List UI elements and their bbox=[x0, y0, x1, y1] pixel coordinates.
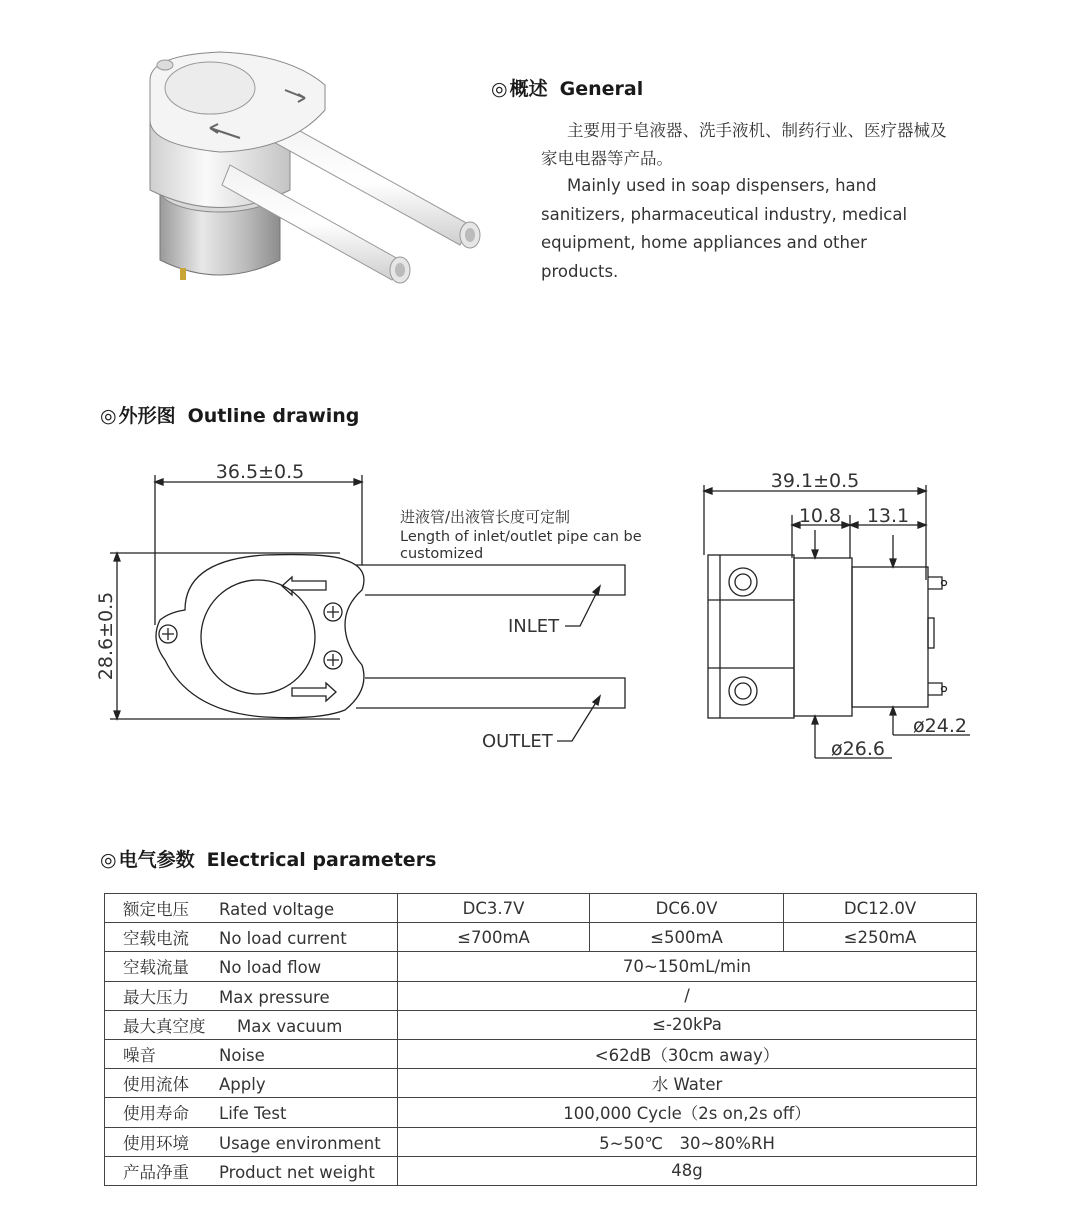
param-value: ≤250mA bbox=[784, 923, 977, 952]
param-label-zh: 最大压力 bbox=[123, 987, 189, 1007]
param-label-en: Life Test bbox=[219, 1104, 287, 1124]
param-label-zh: 最大真空度 bbox=[123, 1016, 206, 1036]
table-row bbox=[105, 1098, 977, 1127]
dim-total-label: 39.1±0.5 bbox=[770, 470, 860, 492]
table-row bbox=[105, 894, 977, 923]
param-label-en: Usage environment bbox=[219, 1133, 381, 1153]
param-label-zh: 空载电流 bbox=[123, 929, 189, 949]
note-en-line2: customized bbox=[400, 546, 484, 562]
param-value: DC3.7V bbox=[398, 894, 590, 923]
outline-drawing bbox=[0, 440, 1080, 780]
general-text-zh: 主要用于皂液器、洗手液机、制药行业、医疗器械及家电电器等产品。 bbox=[541, 121, 947, 168]
dim-b-label: 13.1 bbox=[866, 505, 910, 527]
param-label-zh: 空载流量 bbox=[123, 958, 189, 978]
dim-a-label: 10.8 bbox=[798, 505, 842, 527]
dia-large-label: ø26.6 bbox=[831, 738, 885, 760]
param-value: / bbox=[398, 981, 977, 1010]
param-label-en: Apply bbox=[219, 1075, 266, 1095]
param-label-en: Rated voltage bbox=[219, 900, 335, 920]
table-row bbox=[105, 1127, 977, 1156]
outline-title-en: Outline drawing bbox=[187, 405, 360, 427]
param-value: 48g bbox=[398, 1156, 977, 1185]
param-label-en: No load current bbox=[219, 929, 347, 949]
param-label-en: Max pressure bbox=[219, 987, 330, 1007]
dim-height-label: 28.6±0.5 bbox=[95, 591, 117, 681]
pump-product-image bbox=[130, 40, 510, 300]
param-label-zh: 使用流体 bbox=[123, 1075, 189, 1095]
table-row bbox=[105, 1069, 977, 1098]
param-label-en: Noise bbox=[219, 1046, 265, 1066]
screw-icon bbox=[324, 651, 342, 669]
param-value: DC6.0V bbox=[590, 894, 784, 923]
param-value: 100,000 Cycle（2s on,2s off） bbox=[398, 1098, 977, 1127]
param-value: 5~50℃ 30~80%RH bbox=[398, 1127, 977, 1156]
electrical-params-table bbox=[104, 893, 977, 1186]
electrical-title-zh: 电气参数 bbox=[118, 849, 195, 871]
electrical-heading bbox=[100, 845, 436, 872]
outline-title-zh: 外形图 bbox=[118, 405, 176, 427]
param-label-zh: 使用环境 bbox=[123, 1133, 189, 1153]
table-row bbox=[105, 923, 977, 952]
note-zh: 进液管/出液管长度可定制 bbox=[400, 508, 571, 526]
table-row bbox=[105, 981, 977, 1010]
outlet-label: OUTLET bbox=[482, 731, 553, 752]
param-label-zh: 使用寿命 bbox=[123, 1104, 189, 1124]
electrical-title-en: Electrical parameters bbox=[206, 849, 437, 871]
table-row bbox=[105, 1010, 977, 1039]
section-bullet-icon: ◎ bbox=[491, 78, 508, 100]
table-row bbox=[105, 1156, 977, 1185]
param-label-en: Max vacuum bbox=[237, 1016, 343, 1036]
param-label-zh: 额定电压 bbox=[123, 900, 189, 920]
screw-icon bbox=[159, 625, 177, 643]
param-value: <62dB（30cm away） bbox=[398, 1039, 977, 1068]
arrow-right-icon bbox=[292, 683, 336, 701]
section-bullet-icon: ◎ bbox=[100, 849, 117, 871]
param-value: 70~150mL/min bbox=[398, 952, 977, 981]
param-label-en: No load flow bbox=[219, 958, 322, 978]
general-title-en: General bbox=[559, 78, 644, 100]
param-value: ≤-20kPa bbox=[398, 1010, 977, 1039]
dim-width-label: 36.5±0.5 bbox=[215, 461, 305, 483]
table-row bbox=[105, 952, 977, 981]
param-label-en: Product net weight bbox=[219, 1162, 375, 1182]
section-bullet-icon: ◎ bbox=[100, 405, 117, 427]
screw-icon bbox=[324, 603, 342, 621]
param-value: ≤500mA bbox=[590, 923, 784, 952]
param-value: 水 Water bbox=[398, 1069, 977, 1098]
inlet-label: INLET bbox=[508, 616, 560, 637]
param-label-zh: 产品净重 bbox=[123, 1162, 189, 1182]
note-en-line1: Length of inlet/outlet pipe can be bbox=[400, 529, 642, 545]
arrow-left-icon bbox=[282, 577, 326, 595]
table-row bbox=[105, 1039, 977, 1068]
param-label-zh: 噪音 bbox=[123, 1046, 156, 1066]
param-value: DC12.0V bbox=[784, 894, 977, 923]
param-value: ≤700mA bbox=[398, 923, 590, 952]
general-title-zh: 概述 bbox=[509, 78, 548, 100]
outline-heading bbox=[100, 401, 359, 428]
dia-small-label: ø24.2 bbox=[913, 715, 967, 737]
general-heading bbox=[491, 74, 643, 101]
general-text-en: Mainly used in soap dispensers, hand sanitizers, pharmaceutical industry, medical equipment, home appliances and other products. bbox=[541, 176, 908, 281]
